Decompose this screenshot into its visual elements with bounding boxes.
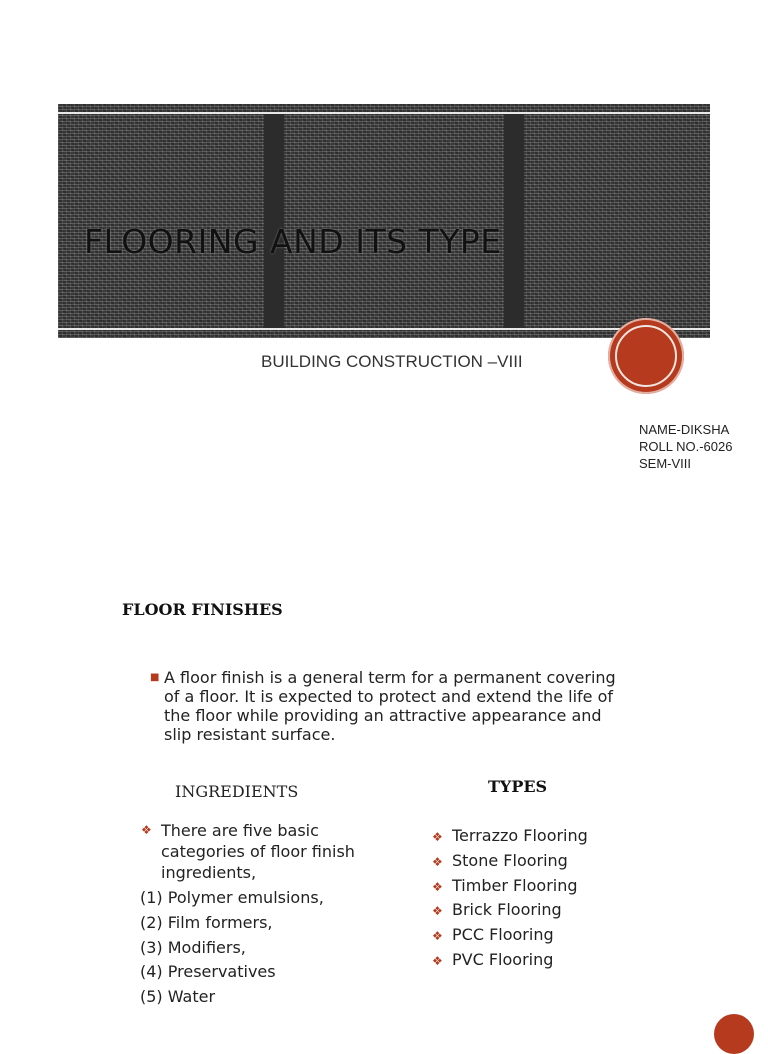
decorative-circle-badge [714, 1014, 754, 1054]
type-label: PVC Flooring [452, 949, 554, 969]
decorative-circle-badge [608, 318, 684, 394]
author-roll: ROLL NO.-6026 [639, 439, 733, 454]
diamond-bullet-icon: ❖ [432, 904, 443, 919]
type-label: Brick Flooring [452, 900, 562, 920]
banner-bottom-rule [58, 328, 710, 330]
diamond-bullet-icon: ❖ [432, 929, 443, 944]
slide-title: FLOORING AND ITS TYPE [84, 222, 502, 261]
definition-bullet [150, 668, 620, 744]
list-item: (3) Modifiers, [140, 937, 246, 957]
diamond-bullet-icon: ❖ [432, 879, 443, 894]
title-banner [58, 104, 710, 338]
diamond-bullet-icon: ❖ [432, 854, 443, 869]
list-item: (4) Preservatives [140, 962, 276, 982]
list-item [432, 898, 588, 923]
author-info [639, 421, 732, 472]
type-label: Stone Flooring [452, 850, 568, 870]
badge-ring [615, 325, 677, 387]
author-semester: SEM-VIII [639, 456, 692, 471]
list-item [432, 923, 588, 948]
square-bullet-icon: ■ [150, 672, 160, 683]
types-heading: TYPES [488, 777, 548, 796]
banner-divider [264, 114, 284, 328]
type-label: PCC Flooring [452, 925, 554, 945]
list-item: (5) Water [140, 987, 216, 1007]
ingredients-list [140, 886, 324, 1010]
type-label: Timber Flooring [452, 875, 578, 895]
list-item [432, 824, 588, 849]
banner-divider [504, 114, 524, 328]
list-item: (1) Polymer emulsions, [140, 888, 324, 907]
list-item [432, 849, 588, 874]
types-list [432, 824, 588, 973]
ingredients-heading: INGREDIENTS [175, 782, 299, 801]
diamond-bullet-icon: ❖ [141, 823, 152, 837]
definition-text: A floor finish is a general term for a permanent covering of a floor. It is expected to protect and extend the life of the floor while providing an attractive appearance and slip resistant surface. [164, 668, 616, 744]
author-name: NAME-DIKSHA [639, 422, 730, 437]
list-item: (2) Film formers, [140, 912, 273, 932]
type-label: Terrazzo Flooring [452, 826, 588, 845]
ingredients-intro-text: There are five basic categories of floor finish ingredients, [161, 821, 355, 882]
section-heading: FLOOR FINISHES [122, 600, 283, 619]
diamond-bullet-icon: ❖ [432, 830, 443, 844]
list-item [432, 948, 588, 973]
diamond-bullet-icon: ❖ [432, 953, 443, 968]
ingredients-intro [141, 820, 401, 883]
banner-top-rule [58, 112, 710, 114]
list-item [432, 874, 588, 899]
slide-subtitle: BUILDING CONSTRUCTION –VIII [261, 352, 523, 371]
